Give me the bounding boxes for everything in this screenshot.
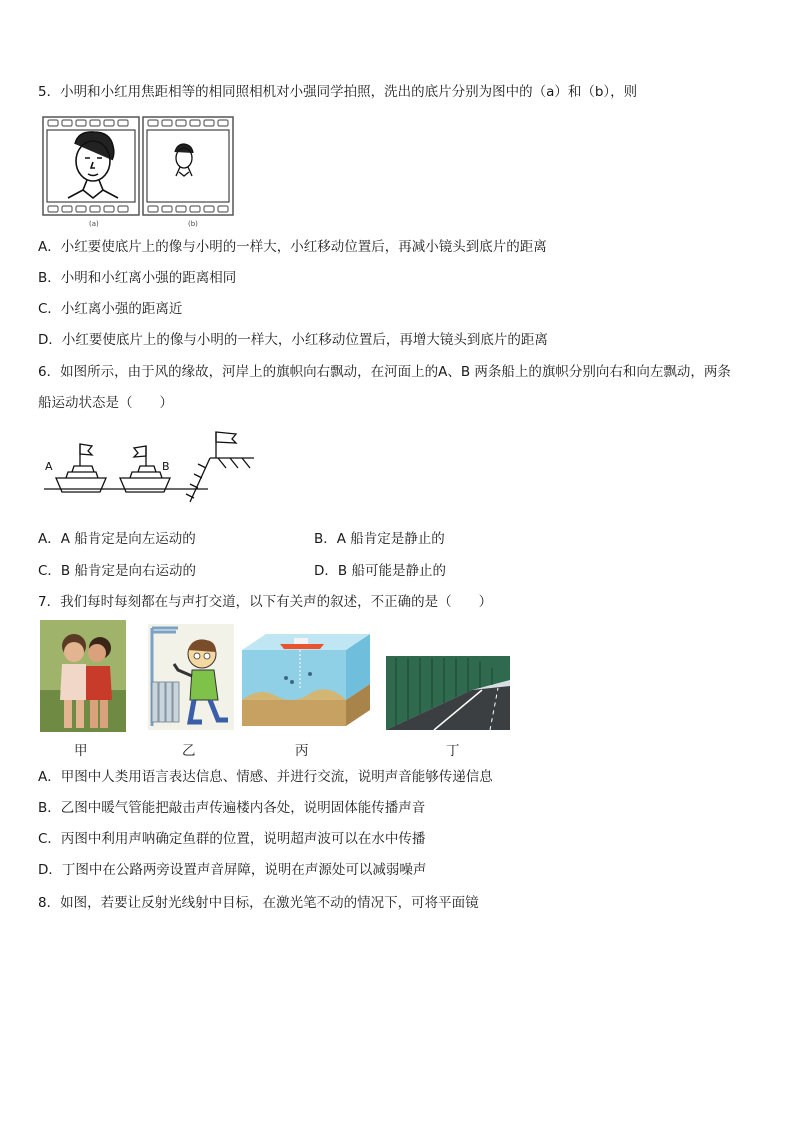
q6-option-b: B．A 船肯定是静止的 bbox=[314, 531, 445, 547]
q7-option-d: D．丁图中在公路两旁设置声音屏障，说明在声源处可以减弱噪声 bbox=[38, 862, 427, 878]
q6-option-a: A．A 船肯定是向左运动的 bbox=[38, 531, 196, 547]
caption-ding: 丁 bbox=[446, 743, 460, 759]
caption-yi: 乙 bbox=[182, 743, 196, 759]
q6-stem-line2: 船运动状态是（ ） bbox=[38, 395, 173, 411]
fig-label-b: (b) bbox=[188, 220, 198, 228]
q8-stem: 8．如图，若要让反射光线射中目标，在激光笔不动的情况下，可将平面镜 bbox=[38, 895, 479, 911]
q6-stem-line1: 6．如图所示，由于风的缘故，河岸上的旗帜向右飘动，在河面上的A、B 两条船上的旗帜分别向右和向左飘动，两条 bbox=[38, 364, 731, 380]
q6-option-c: C．B 船肯定是向右运动的 bbox=[38, 563, 196, 579]
caption-bing: 丙 bbox=[295, 743, 309, 759]
drawing-boy-radiator bbox=[148, 624, 234, 730]
q5-option-b: B．小明和小红离小强的距离相同 bbox=[38, 270, 237, 286]
fig-label-a: (a) bbox=[89, 220, 99, 228]
q5-stem: 5．小明和小红用焦距相等的相同照相机对小强同学拍照，洗出的底片分别为图中的（a）和（b），则 bbox=[38, 84, 638, 100]
q5-option-a: A．小红要使底片上的像与小明的一样大，小红移动位置后，再减小镜头到底片的距离 bbox=[38, 239, 547, 255]
q7-option-a: A．甲图中人类用语言表达信息、情感、并进行交流，说明声音能够传递信息 bbox=[38, 769, 493, 785]
q5-film-figure bbox=[42, 114, 234, 230]
boat-b-label: B bbox=[162, 460, 170, 473]
caption-jia: 甲 bbox=[74, 743, 88, 759]
q5-option-d: D．小红要使底片上的像与小明的一样大，小红移动位置后，再增大镜头到底片的距离 bbox=[38, 332, 548, 348]
q7-option-b: B．乙图中暖气管能把敲击声传遍楼内各处，说明固体能传播声音 bbox=[38, 800, 426, 816]
drawing-sonar-ship bbox=[240, 626, 372, 732]
q5-option-c: C．小红离小强的距离近 bbox=[38, 301, 183, 317]
photo-highway-barrier bbox=[386, 656, 510, 730]
q7-stem: 7．我们每时每刻都在与声打交道，以下有关声的叙述，不正确的是（ ） bbox=[38, 594, 493, 610]
q6-boats-figure bbox=[40, 424, 256, 514]
q7-option-c: C．丙图中利用声呐确定鱼群的位置，说明超声波可以在水中传播 bbox=[38, 831, 426, 847]
boat-a-label: A bbox=[45, 460, 53, 473]
q6-option-d: D．B 船可能是静止的 bbox=[314, 563, 446, 579]
photo-children-talking bbox=[40, 620, 126, 732]
